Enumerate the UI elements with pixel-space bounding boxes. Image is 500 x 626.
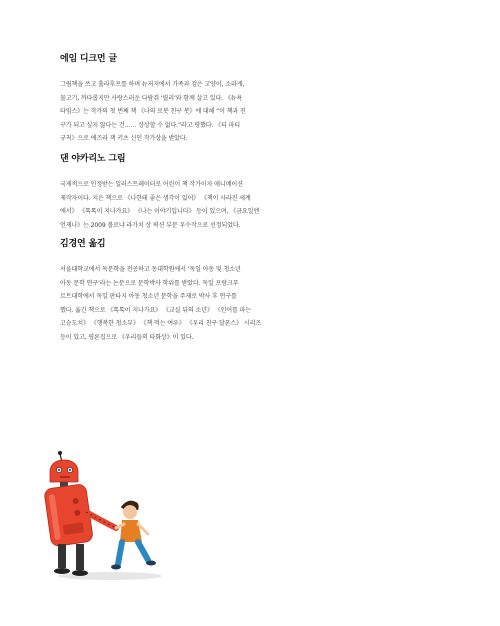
robot-figure: [44, 451, 116, 576]
bio-line: 서울대학교에서 독문학을 전공하고 동대학원에서 ‘독일 아동 및 청소년: [60, 266, 241, 273]
bio-line: 등이 있고, 평론집으로 《우리들의 타화상》이 있다.: [60, 333, 194, 341]
bio-line: 타임스》는 작가의 첫 번째 책 《나의 로봇 친구 봇》에 대해 “이 책과 친: [60, 108, 246, 116]
author-section: [60, 51, 444, 146]
section-heading: 김경연 옮김: [60, 239, 106, 249]
bio-text: [60, 178, 444, 232]
bio-line: 구가 되고 싶지 않다는 건…… 상상할 수 없다.”라고 평했다. 《티 파티: [60, 121, 240, 129]
translator-section: [60, 236, 444, 345]
bio-line: 아동 문학 연구’라는 논문으로 문학박사 학위를 받았다. 독일 프랑크푸: [60, 279, 239, 287]
bio-line: 언제나》는 2009 볼로냐 라가치 상 픽션 부문 우수작으로 선정되었다.: [60, 221, 241, 229]
bio-line: 그림책을 쓰고 훌라후프를 하며 뉴저지에서 가족과 검은 고양이, 소라게,: [60, 81, 245, 88]
bio-line: 규칙》으로 에즈라 잭 키츠 신인 작가상을 받았다.: [60, 135, 188, 143]
section-heading: 댄 야카리노 그림: [60, 154, 126, 164]
bio-line: 고슴도치》 《행복한 청소부》 《책 먹는 여우》 《우리 친구 달폰스》 시리즈: [60, 320, 262, 328]
bio-line: 제작자이다. 지은 책으로 《나한테 좋은 생각이 있어》 《책이 사라진 세계: [60, 194, 251, 202]
bio-line: 물고기, 까다롭지만 사랑스러운 다람쥐 ‘릴리’와 함께 살고 있다. 《뉴욕: [60, 94, 243, 102]
bio-line: 했다. 옮긴 책으로 《톡톡이 지나가요》 《교실 뒤의 소년》 《인어를 파는: [60, 306, 252, 314]
bio-line: 국제적으로 인정받는 일러스트레이터로 어린이 책 작가이자 애니메이션: [60, 181, 243, 188]
illustrator-section: [60, 151, 444, 232]
bio-line: 에서》 《톡톡이 지나가요》 《나는 이야기입니다》 등이 있으며, 《금요일엔: [60, 208, 260, 216]
bio-line: 르트대학에서 독일 판타지 아동 청소년 문학을 주제로 박사 후 연구를: [60, 293, 237, 301]
bio-text: [60, 78, 444, 146]
section-heading: 에임 디크먼 글: [60, 54, 117, 64]
bio-text: [60, 263, 444, 345]
boy-figure: [111, 501, 156, 570]
robot-boy-illustration: [38, 448, 178, 588]
